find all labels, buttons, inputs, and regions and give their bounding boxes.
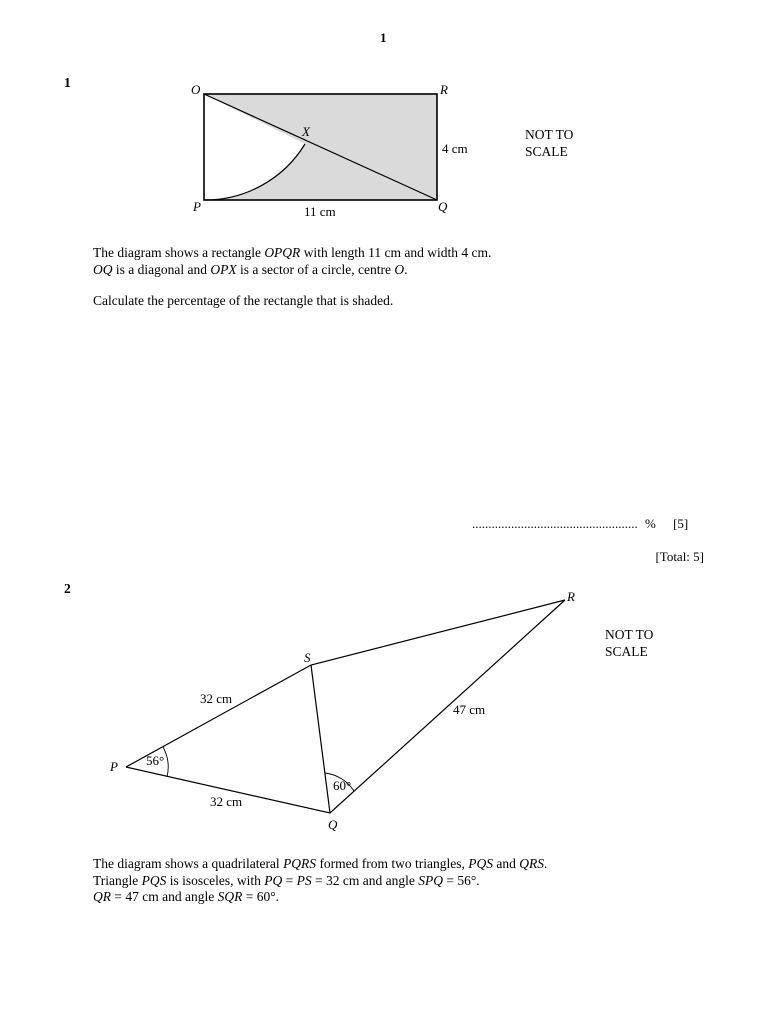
q1-label-q: Q xyxy=(438,199,448,214)
q2-diagram xyxy=(0,570,768,840)
q2-not-to-scale-line2: SCALE xyxy=(605,644,648,659)
q2-not-to-scale-line1: NOT TO xyxy=(605,627,654,642)
q1-text-line: Calculate the percentage of the rectangle that is shaded. xyxy=(93,293,394,308)
q2-text-line: Triangle PQS is isosceles, with PQ = PS = 32 cm and angle SPQ = 56°. xyxy=(93,872,480,888)
q1-dim-width: 4 cm xyxy=(442,141,468,156)
q1-label-r: R xyxy=(440,82,448,97)
q1-answer-line[interactable] xyxy=(472,516,688,532)
italic-term: OQ xyxy=(93,261,113,277)
q1-total-marks: [Total: 5] xyxy=(655,549,704,564)
q1-text-line: OQ is a diagonal and OPX is a sector of a circle, centre O. xyxy=(93,261,408,277)
q1-not-to-scale-line1: NOT TO xyxy=(525,127,574,142)
italic-term: PQRS xyxy=(283,856,317,871)
q2-question-text xyxy=(93,856,547,906)
italic-term: OPX xyxy=(210,261,237,277)
q2-label-s: S xyxy=(304,650,311,665)
q2-text-line: QR = 47 cm and angle SQR = 60°. xyxy=(93,889,279,904)
q1-label-o: O xyxy=(191,82,201,97)
q1-label-p: P xyxy=(193,199,201,214)
q2-angle-q-label: 60° xyxy=(333,778,352,793)
italic-term: OPQR xyxy=(264,245,301,260)
italic-term: PQS xyxy=(141,872,167,888)
q1-not-to-scale-line2: SCALE xyxy=(525,144,568,159)
q1-question-text xyxy=(93,245,491,310)
q1-answer-dots: ................................................... xyxy=(472,516,638,531)
q2-dim-qr: 47 cm xyxy=(453,702,486,717)
q1-not-to-scale xyxy=(525,126,573,160)
q2-text-line: The diagram shows a quadrilateral PQRS formed from two triangles, PQS and QRS. xyxy=(93,856,548,871)
q1-dim-length: 11 cm xyxy=(304,204,336,219)
question-2-number: 2 xyxy=(64,581,71,596)
italic-term: PQ xyxy=(264,872,283,888)
q2-not-to-scale xyxy=(605,626,653,660)
italic-term: SPQ xyxy=(418,872,443,888)
q2-label-p: P xyxy=(110,759,118,774)
q2-label-q: Q xyxy=(328,817,338,832)
q1-diagram xyxy=(0,0,768,260)
q2-side-sq xyxy=(311,665,330,813)
q2-dim-ps: 32 cm xyxy=(200,691,233,706)
italic-term: QRS xyxy=(519,856,545,871)
italic-term: O xyxy=(394,261,405,277)
q1-label-x: X xyxy=(302,124,310,139)
q1-answer-unit: % xyxy=(645,516,656,531)
italic-term: PS xyxy=(296,872,312,888)
italic-term: SQR xyxy=(217,889,243,904)
question-1-number: 1 xyxy=(64,75,71,90)
italic-term: QR xyxy=(93,889,111,904)
q2-angle-p-label: 56° xyxy=(146,753,165,768)
page-number: 1 xyxy=(380,30,387,45)
italic-term: PQS xyxy=(468,856,494,871)
q2-label-r: R xyxy=(567,589,575,604)
q1-text-line: The diagram shows a rectangle OPQR with length 11 cm and width 4 cm. xyxy=(93,245,492,260)
q2-dim-pq: 32 cm xyxy=(210,794,243,809)
q1-marks: [5] xyxy=(673,516,689,531)
